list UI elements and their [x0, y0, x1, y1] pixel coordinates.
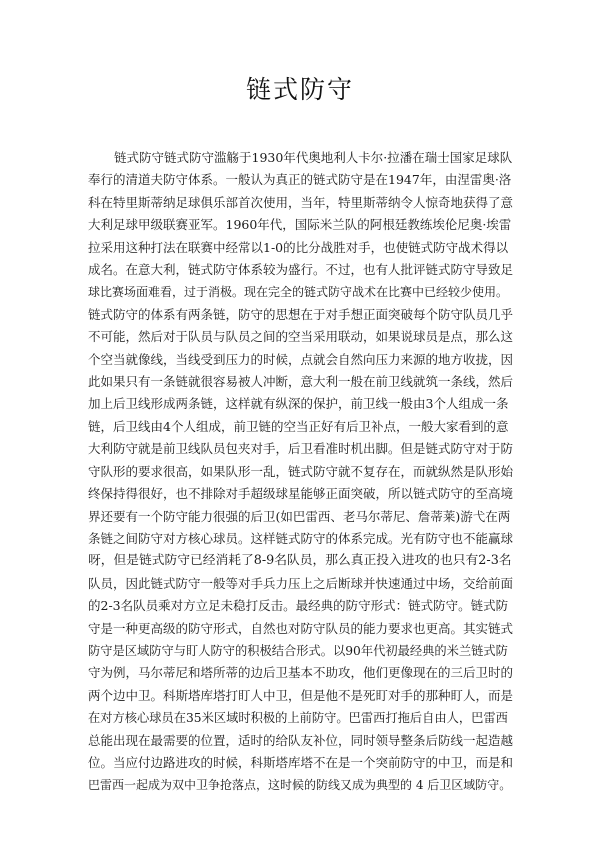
text-line: 守为例，马尔蒂尼和塔所蒂的边后卫基本不助攻，他们更像现在的三后卫时的 [88, 665, 514, 681]
text-line: 此如果只有一条链就很容易被人冲断，意大利一般在前卫线就筑一条线，然后 [88, 374, 514, 390]
text-line: 不可能，然后对于队员与队员之间的空当采用联动，如果说球员是点，那么这 [88, 329, 514, 345]
text-line: 链，后卫线由4个人组成，前卫链的空当正好有后卫补点，一般大家看到的意 [88, 418, 509, 434]
text-line: 守是一种更高级的防守形式，自然也对防守队员的能力要求也更高。其实链式 [88, 620, 514, 636]
text-line: 防守是区域防守与盯人防守的积极结合形式。以90年代初最经典的米兰链式防 [88, 643, 508, 658]
body-paragraph [88, 147, 514, 797]
text-line: 成名。在意大利，链式防守体系较为盛行。不过，也有人批评链式防守导致足 [88, 262, 514, 278]
text-line: 大利防守就是前卫线队员包夹对手，后卫看准时机出脚。但是链式防守对于防 [88, 441, 514, 457]
text-line: 终保持得很好，也不排除对手超级球星能够正面突破，所以链式防守的至高境 [88, 486, 514, 502]
text-line: 界还要有一个防守能力很强的后卫(如巴雷西、老马尔蒂尼、詹蒂莱)游弋在两 [88, 508, 511, 524]
text-line: 拉采用这种打法在联赛中经常以1-0的比分战胜对手，也使链式防守战术得以 [88, 239, 509, 255]
text-line: 队员，因此链式防守一般等对手兵力压上之后断球并快速通过中场，交给前面 [88, 575, 514, 591]
text-line: 位。当应付边路进攻的时候，科斯塔库塔不在是一个突前防守的中卫，而是和 [88, 754, 514, 770]
text-line: 的2-3名队员乘对方立足未稳打反击。最经典的防守形式：链式防守。链式防 [88, 598, 509, 614]
text-line: 条链之间防守对方核心球员。这样链式防守的体系完成。光有防守也不能赢球 [88, 530, 514, 546]
text-line: 球比赛场面难看，过于消极。现在完全的链式防守战术在比赛中已经较少使用。 [88, 285, 509, 300]
text-line: 在对方核心球员在35米区域时积极的上前防守。巴雷西打拖后自由人，巴雷西 [88, 711, 508, 726]
text-line: 总能出现在最需要的位置，适时的给队友补位，同时领导整条后防线一起造越 [88, 732, 514, 748]
page-title: 链式防守 [245, 75, 354, 104]
text-line: 链式防守的体系有两条链，防守的思想在于对手想正面突破每个防守队员几乎 [88, 306, 514, 322]
text-line: 加上后卫线形成两条链，这样就有纵深的保护，前卫线一般由3个人组成一条 [88, 396, 509, 412]
text-line: 链式防守链式防守滥觞于1930年代奥地利人卡尔·拉潘在瑞士国家足球队 [114, 150, 513, 165]
text-line: 两个边中卫。科斯塔库塔打盯人中卫，但是他不是死盯对手的那种盯人，而是 [88, 687, 514, 703]
text-line: 守队形的要求很高，如果队形一乱，链式防守就不复存在，而就纵然是队形始 [88, 463, 514, 479]
text-line: 巴雷西一起成为双中卫争抢落点，这时候的防线又成为典型的 4 后卫区域防守。 [88, 778, 512, 793]
text-line: 奉行的清道夫防守体系。一般认为真正的链式防守是在1947年，由涅雷奥·洛 [88, 172, 512, 188]
text-line: 大利足球甲级联赛亚军。1960年代，国际米兰队的阿根廷教练埃伦尼奥·埃雷 [88, 217, 512, 233]
text-line: 呀，但是链式防守已经消耗了8-9名队员，那么真正投入进攻的也只有2-3名 [88, 553, 512, 569]
text-line: 科在特里斯蒂纳足球俱乐部首次使用，当年，特里斯蒂纳令人惊奇地获得了意 [88, 194, 514, 210]
text-line: 个空当就像线，当线受到压力的时候，点就会自然向压力来源的地方收拢，因 [88, 351, 514, 367]
